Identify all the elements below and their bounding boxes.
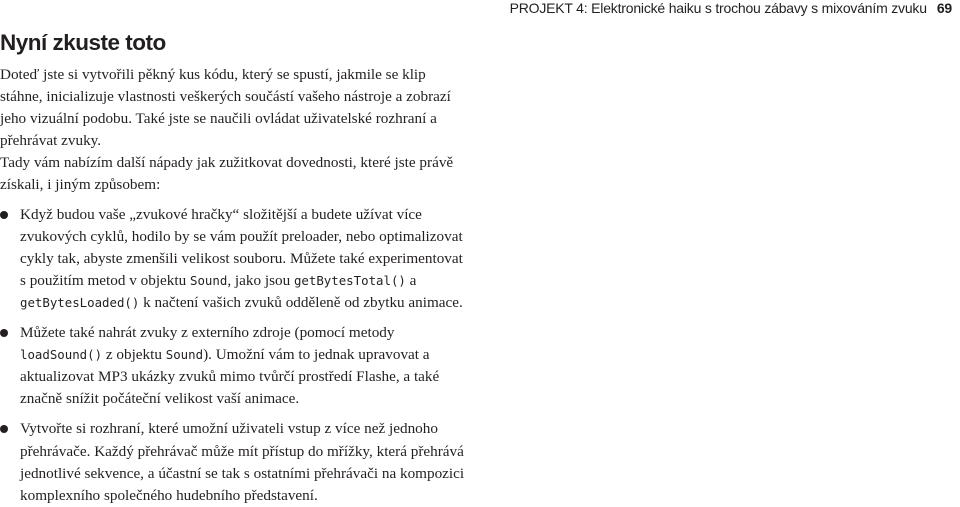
code-sound: Sound: [165, 347, 204, 363]
code-getbytesloaded: getBytesLoaded(): [20, 294, 140, 310]
list-item: Když budou vaše „zvukové hračky“ složitější a budete užívat více zvukových cyklů, hodilo by se vám použít preloader, nebo optimalizovat cykly tak, abyste zmenšili velikost souboru. Můžete také experimentovat s použitím metod v objektu Sound, jako jsou getBytesTotal() a getBytesLoaded() k načtení vašich zvuků odděleně od zbytku animace.: [0, 204, 470, 314]
code-getbytestotal: getBytesTotal(): [293, 272, 406, 288]
ideas-list: [0, 204, 470, 507]
list-item: Vytvořte si rozhraní, které umožní uživateli vstup z více než jednoho přehrávače. Každý přehrávač může mít přístup do mřížky, která přehrává jednotlivé sekvence, a účastní se tak s ostatními přehrávači na kompozici komplexního společného hudebního představení.: [0, 418, 470, 506]
code-loadsound: loadSound(): [20, 347, 103, 363]
code-sound: Sound: [190, 272, 228, 288]
ideas-paragraph: Tady vám nabízím další nápady jak zužitkovat dovednosti, které jste právě získali, i jiným způsobem:: [0, 154, 454, 194]
intro-paragraph: Doteď jste si vytvořili pěkný kus kódu, který se spustí, jakmile se klip stáhne, inicializuje vlastnosti veškerých součástí vašeho nástroje a zobrazí jeho vizuální podobu. Také jste se naučili ovládat uživatelské rozhraní a přehrávat zvuky.: [0, 66, 451, 150]
running-title: PROJEKT 4: Elektronické haiku s trochou zábavy s mixováním zvuku: [509, 0, 927, 16]
page-number: 69: [936, 0, 952, 16]
list-item: Můžete také nahrát zvuky z externího zdroje (pomocí metody loadSound() z objektu Sound). Umožní vám to jednak upravovat a aktualizovat MP3 ukázky zvuků mimo tvůrčí prostředí Flashe, a také značně snížit počáteční velikost vaší animace.: [0, 322, 470, 410]
running-header: [510, 0, 952, 16]
section-title: Nyní zkuste toto: [0, 30, 166, 55]
body-text: [0, 64, 470, 507]
